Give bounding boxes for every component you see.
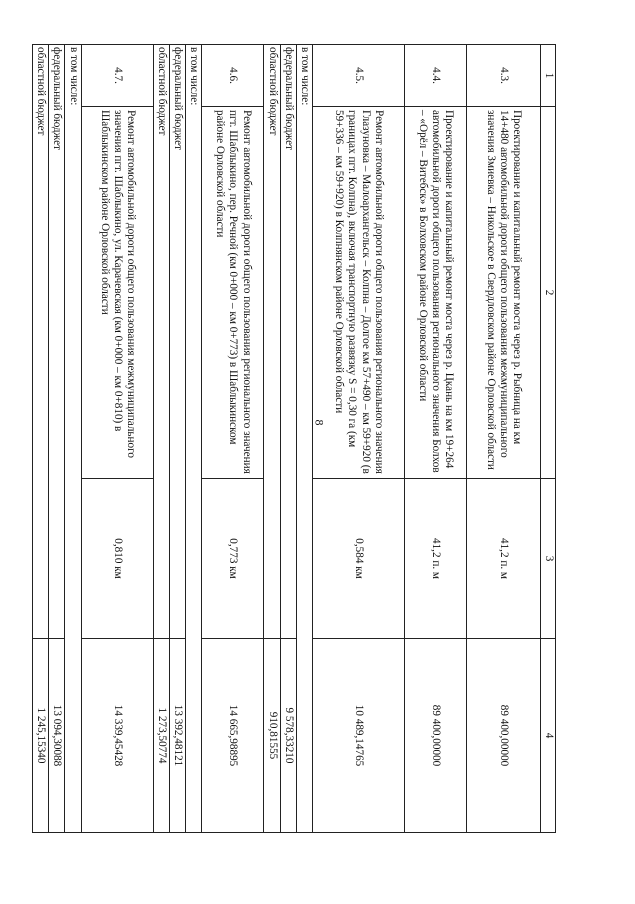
row-amount: 14 665,98895 [202, 639, 264, 833]
row-amount: 14 339,45428 [81, 639, 153, 833]
table-row-4-3 [467, 45, 541, 833]
row-length: 0,810 км [81, 479, 153, 639]
table-row-4-5 [313, 45, 405, 833]
regional-budget-amount: 1 273,50774 [153, 639, 169, 833]
table-row-4-4 [405, 45, 467, 833]
budget-table [32, 44, 556, 833]
page-number: 8 [312, 419, 327, 426]
row-length: 0,773 км [202, 479, 264, 639]
header-col-3: 3 [541, 479, 556, 639]
federal-budget-label: федеральный бюджет [49, 45, 65, 639]
subtotal-label-row [186, 45, 202, 833]
subtotal-label: в том числе: [186, 45, 202, 833]
regional-budget-label: областной бюджет [33, 45, 49, 639]
header-row [541, 45, 556, 833]
header-col-2: 2 [541, 107, 556, 479]
subtotal-label: в том числе: [65, 45, 81, 833]
row-number: 4.5. [313, 45, 405, 107]
federal-budget-label: федеральный бюджет [169, 45, 185, 639]
regional-budget-row [153, 45, 169, 833]
regional-budget-amount: 1 245,15340 [33, 639, 49, 833]
row-number: 4.6. [202, 45, 264, 107]
header-col-1: 1 [541, 45, 556, 107]
row-length: 41,2 п. м [405, 479, 467, 639]
row-number: 4.4. [405, 45, 467, 107]
subtotal-label: в том числе: [296, 45, 312, 833]
row-description: Проектирование и капитальный ремонт моста через р. Рыбница на км 14+480 автомобильной дороги общего пользования межмуниципального значения Змиевка – Никольское в Свердловском районе Орловской области [467, 107, 541, 479]
federal-budget-amount: 13 392,48121 [169, 639, 185, 833]
table-row-4-7 [81, 45, 153, 833]
row-description: Ремонт автомобильной дороги общего пользования межмуниципального значения пгт. Шаблыкино, ул. Карачевская (км 0+000 – км 0+810) в Шаблыкинском районе Орловской области [81, 107, 153, 479]
row-amount: 89 400,00000 [467, 639, 541, 833]
regional-budget-label: областной бюджет [264, 45, 280, 639]
subtotal-label-row [296, 45, 312, 833]
row-amount: 89 400,00000 [405, 639, 467, 833]
federal-budget-row [280, 45, 296, 833]
regional-budget-label: областной бюджет [153, 45, 169, 639]
regional-budget-row [33, 45, 49, 833]
federal-budget-amount: 9 578,33210 [280, 639, 296, 833]
row-description: Ремонт автомобильной дороги общего пользования регионального значения пгт. Шаблыкино, пер. Речной (км 0+000 – км 0+773) в Шаблыкинском районе Орловской области [202, 107, 264, 479]
subtotal-label-row [65, 45, 81, 833]
regional-budget-row [264, 45, 280, 833]
federal-budget-row [49, 45, 65, 833]
row-number: 4.3. [467, 45, 541, 107]
table-row-4-6 [202, 45, 264, 833]
row-amount: 10 489,14765 [313, 639, 405, 833]
row-description: Ремонт автомобильной дороги общего пользования регионального значения Глазуновка – Малоархангельск – Колпна – Долгое км 57+490 – км 59+920 (в границах пгт. Колпна), включая транспортную развязку S = 0,30 га (км 59+336 – км 59+920) в Колпнянском районе Орловской области [313, 107, 405, 479]
row-description: Проектирование и капитальный ремонт моста через р. Цкань на км 19+264 автомобильной дороги общего пользования регионального значения Болхов – «Орёл – Витебск» в Болховском районе Орловской области [405, 107, 467, 479]
rotated-table-container [35, 44, 556, 832]
header-col-4: 4 [541, 639, 556, 833]
row-length: 41,2 п. м [467, 479, 541, 639]
federal-budget-label: федеральный бюджет [280, 45, 296, 639]
row-length: 0,584 км [313, 479, 405, 639]
federal-budget-row [169, 45, 185, 833]
row-number: 4.7. [81, 45, 153, 107]
regional-budget-amount: 910,81555 [264, 639, 280, 833]
federal-budget-amount: 13 094,30088 [49, 639, 65, 833]
